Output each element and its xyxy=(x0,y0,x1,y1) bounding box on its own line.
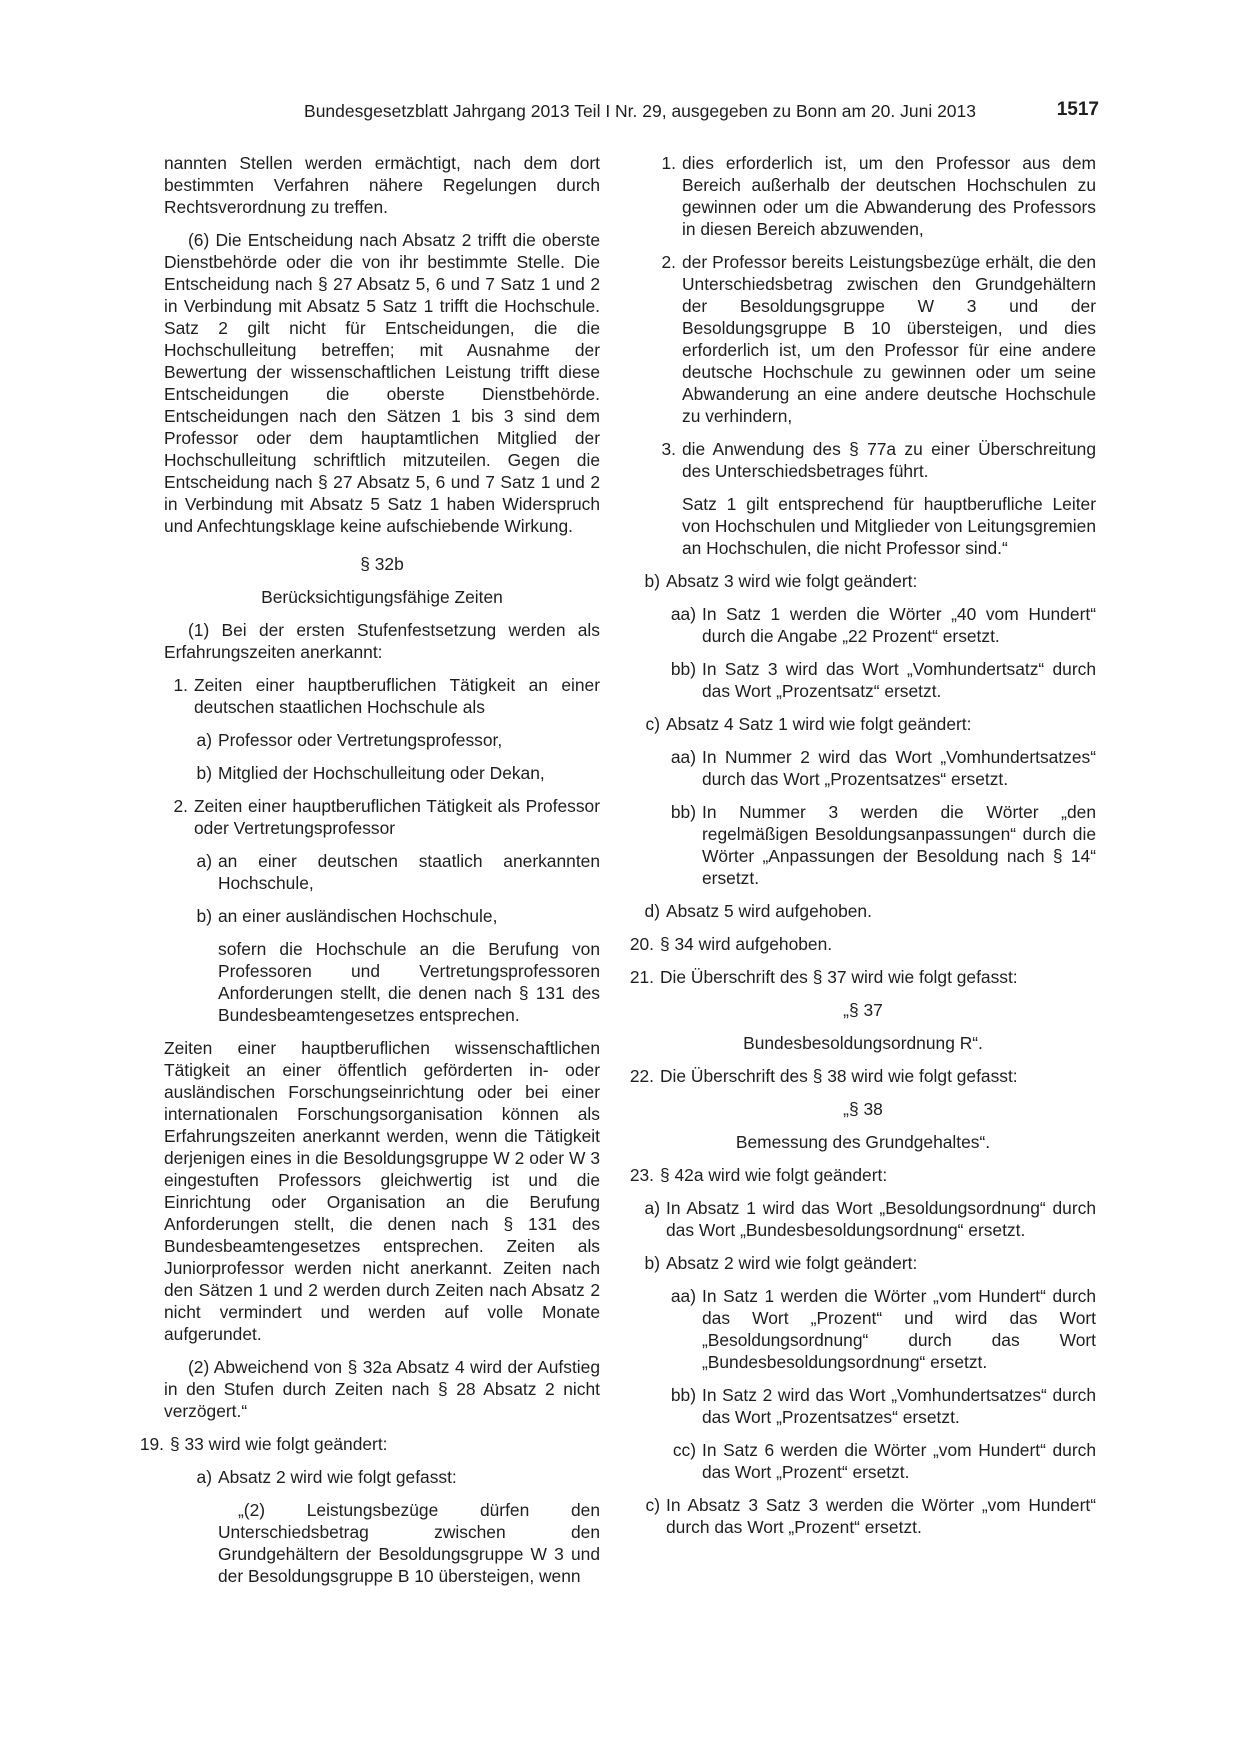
list-number: 1. xyxy=(173,675,188,695)
list-item xyxy=(628,1164,1096,1186)
list-number: 20. xyxy=(629,934,654,954)
list-number: d) xyxy=(644,901,660,921)
list-number: cc) xyxy=(672,1440,696,1460)
quote-paragraph: „(2) Leistungsbezüge dürfen den Unterschiedsbetrag zwischen den Grundgehältern der Besoldungsgruppe W 3 und der Besoldungsgruppe B 10 übersteigen, wenn xyxy=(218,1500,600,1586)
list-number: b) xyxy=(644,1253,660,1273)
list-item xyxy=(634,570,1096,592)
list-text: In Satz 2 wird das Wort „Vomhundertsatzes“ durch das Wort „Prozentsatzes“ ersetzt. xyxy=(702,1385,1096,1427)
list-text: Absatz 4 Satz 1 wird wie folgt geändert: xyxy=(666,714,972,734)
list-text: In Absatz 1 wird das Wort „Besoldungsordnung“ durch das Wort „Bundesbesoldungsordnung“ ersetzt. xyxy=(666,1198,1096,1240)
list-item xyxy=(666,1384,1096,1428)
list-number: 19. xyxy=(139,1434,164,1454)
paragraph: sofern die Hochschule an die Berufung von Professoren und Vertretungsprofessoren Anforderungen stellt, die denen nach § 131 des Bundesbeamtengesetzes entsprechen. xyxy=(218,939,600,1025)
list-number: c) xyxy=(645,714,660,734)
section-subtitle: Bemessung des Grundgehaltes“. xyxy=(735,1132,991,1152)
header-title: Bundesgesetzblatt Jahrgang 2013 Teil I Nr. 29, ausgegeben zu Bonn am 20. Juni 2013 xyxy=(304,101,976,121)
list-item xyxy=(136,1433,600,1455)
paragraph: nannten Stellen werden ermächtigt, nach dem dort bestimmten Verfahren nähere Regelungen durch Rechtsverordnung zu treffen. xyxy=(164,153,600,217)
list-text: In Nummer 3 werden die Wörter „den regelmäßigen Besoldungsanpassungen“ durch die Wörter „Anpassungen der Besoldung nach § 14“ ersetzt. xyxy=(702,802,1096,888)
list-item xyxy=(628,933,1096,955)
list-item xyxy=(164,795,600,839)
list-item xyxy=(188,1466,600,1488)
right-column xyxy=(630,152,1096,1549)
page-number: 1517 xyxy=(1056,99,1099,120)
section-subtitle: Berücksichtigungsfähige Zeiten xyxy=(261,587,503,607)
list-item xyxy=(164,674,600,718)
list-text: Zeiten einer hauptberuflichen Tätigkeit an einer deutschen staatlichen Hochschule als xyxy=(194,675,600,717)
list-number: a) xyxy=(644,1198,660,1218)
paragraph: (2) Abweichend von § 32a Absatz 4 wird der Aufstieg in den Stufen durch Zeiten nach § 28 Absatz 2 nicht verzögert.“ xyxy=(164,1357,600,1421)
list-number: 3. xyxy=(661,439,676,459)
list-item xyxy=(188,762,600,784)
list-number: a) xyxy=(196,730,212,750)
list-text: In Satz 6 werden die Wörter „vom Hundert“ durch das Wort „Prozent“ ersetzt. xyxy=(702,1440,1096,1482)
list-text: § 33 wird wie folgt geändert: xyxy=(170,1434,388,1454)
section-title: § 32b xyxy=(360,554,404,574)
page-header xyxy=(0,0,1241,130)
list-item xyxy=(666,801,1096,889)
list-item xyxy=(638,438,1096,482)
list-number: aa) xyxy=(670,747,696,767)
list-number: 21. xyxy=(629,967,654,987)
list-item xyxy=(638,152,1096,240)
paragraph: (6) Die Entscheidung nach Absatz 2 trifft die oberste Dienstbehörde oder die von ihr bestimmte Stelle. Die Entscheidung nach § 27 Absatz 5, 6 und 7 Satz 1 und 2 in Verbindung mit Absatz 5 Satz 1 trifft die Hochschule. Satz 2 gilt nicht für Entscheidungen, die die Hochschulleitung betreffen; mit Ausnahme der Bewertung der wissenschaftlichen Leistung trifft diese Entscheidungen die oberste Dienstbehörde. Entscheidungen nach den Sätzen 1 bis 3 sind dem Professor oder dem hauptamtlichen Mitglied der Hochschulleitung schriftlich mitzuteilen. Gegen die Entscheidung nach § 27 Absatz 5, 6 und 7 Satz 1 und 2 in Verbindung mit Absatz 5 Satz 1 haben Widerspruch und Anfechtungsklage keine aufschiebende Wirkung. xyxy=(164,230,600,536)
list-text: dies erforderlich ist, um den Professor aus dem Bereich außerhalb der deutschen Hochschulen zu gewinnen oder um die Abwanderung des Professors in diesen Bereich abzuwenden, xyxy=(682,153,1096,239)
list-number: b) xyxy=(196,906,212,926)
list-number: b) xyxy=(196,763,212,783)
section-title: „§ 38 xyxy=(843,1099,883,1119)
list-number: aa) xyxy=(670,604,696,624)
list-number: 1. xyxy=(661,153,676,173)
list-number: aa) xyxy=(670,1286,696,1306)
list-item xyxy=(666,603,1096,647)
list-item xyxy=(634,1197,1096,1241)
list-text: § 42a wird wie folgt geändert: xyxy=(660,1165,888,1185)
list-text: Die Überschrift des § 37 wird wie folgt gefasst: xyxy=(660,967,1018,987)
list-item xyxy=(638,251,1096,427)
list-number: 2. xyxy=(173,796,188,816)
list-number: a) xyxy=(196,1467,212,1487)
list-number: a) xyxy=(196,851,212,871)
list-item xyxy=(628,1065,1096,1087)
list-text: Die Überschrift des § 38 wird wie folgt gefasst: xyxy=(660,1066,1018,1086)
list-number: b) xyxy=(644,571,660,591)
list-item xyxy=(634,900,1096,922)
list-text: In Nummer 2 wird das Wort „Vomhundertsatzes“ durch das Wort „Prozentsatzes“ ersetzt. xyxy=(702,747,1096,789)
list-number: c) xyxy=(645,1495,660,1515)
paragraph: Satz 1 gilt entsprechend für hauptberufliche Leiter von Hochschulen und Mitglieder von Leitungsgremien an Hochschulen, die nicht Professor sind.“ xyxy=(682,494,1096,558)
list-number: 22. xyxy=(629,1066,654,1086)
list-item xyxy=(666,746,1096,790)
section-title: „§ 37 xyxy=(843,1000,883,1020)
list-text: Mitglied der Hochschulleitung oder Dekan, xyxy=(218,763,545,783)
list-number: bb) xyxy=(670,659,696,679)
list-text: § 34 wird aufgehoben. xyxy=(660,934,833,954)
list-text: Absatz 2 wird wie folgt geändert: xyxy=(666,1253,918,1273)
list-text: an einer ausländischen Hochschule, xyxy=(218,906,498,926)
list-text: In Satz 3 wird das Wort „Vomhundertsatz“ durch das Wort „Prozentsatz“ ersetzt. xyxy=(702,659,1096,701)
list-number: bb) xyxy=(670,802,696,822)
list-text: an einer deutschen staatlich anerkannten Hochschule, xyxy=(218,851,600,893)
paragraph: (1) Bei der ersten Stufenfestsetzung werden als Erfahrungszeiten anerkannt: xyxy=(164,620,600,662)
list-text: In Satz 1 werden die Wörter „40 vom Hundert“ durch die Angabe „22 Prozent“ ersetzt. xyxy=(702,604,1096,646)
list-item xyxy=(634,713,1096,735)
list-text: Absatz 5 wird aufgehoben. xyxy=(666,901,872,921)
list-text: Professor oder Vertretungsprofessor, xyxy=(218,730,503,750)
list-text: der Professor bereits Leistungsbezüge erhält, die den Unterschiedsbetrag zwischen den Grundgehältern der Besoldungsgruppe W 3 und der Besoldungsgruppe B 10 übersteigen, und dies erforderlich ist, um den Professor für eine andere deutsche Hochschule zu gewinnen oder um seine Abwanderung an eine andere deutsche Hochschule zu verhindern, xyxy=(682,252,1096,426)
list-item xyxy=(666,1439,1096,1483)
list-item xyxy=(666,658,1096,702)
list-item xyxy=(634,1494,1096,1538)
list-item xyxy=(666,1285,1096,1373)
list-number: bb) xyxy=(670,1385,696,1405)
left-column xyxy=(139,152,600,1598)
list-text: Absatz 3 wird wie folgt geändert: xyxy=(666,571,918,591)
list-text: Absatz 2 wird wie folgt gefasst: xyxy=(218,1467,457,1487)
list-text: In Absatz 3 Satz 3 werden die Wörter „vom Hundert“ durch das Wort „Prozent“ ersetzt. xyxy=(666,1495,1096,1537)
section-subtitle: Bundesbesoldungsordnung R“. xyxy=(743,1033,983,1053)
list-text: die Anwendung des § 77a zu einer Überschreitung des Unterschiedsbetrages führt. xyxy=(682,439,1096,481)
list-text: Zeiten einer hauptberuflichen Tätigkeit als Professor oder Vertretungsprofessor xyxy=(194,796,600,838)
list-number: 23. xyxy=(629,1165,654,1185)
list-number: 2. xyxy=(661,252,676,272)
list-item xyxy=(628,966,1096,988)
list-item xyxy=(188,905,600,927)
list-text: In Satz 1 werden die Wörter „vom Hundert“ durch das Wort „Prozent“ und wird das Wort „Besoldungsordnung“ durch das Wort „Bundesbesoldungsordnung“ ersetzt. xyxy=(702,1286,1096,1372)
list-item xyxy=(188,729,600,751)
list-item xyxy=(188,850,600,894)
paragraph: Zeiten einer hauptberuflichen wissenschaftlichen Tätigkeit an einer öffentlich geförderten in- oder ausländischen Forschungseinrichtung oder bei einer internationalen Forschungsorganisation können als Erfahrungszeiten anerkannt werden, wenn die Tätigkeit derjenigen eines in die Besoldungsgruppe W 2 oder W 3 eingestuften Professors gleichwertig ist und die Einrichtung oder Organisation an die Berufung Anforderungen stellt, die denen nach § 131 des Bundesbeamtengesetzes entsprechen. Zeiten als Juniorprofessor werden nicht anerkannt. Zeiten nach den Sätzen 1 und 2 werden durch Zeiten nach Absatz 2 nicht vermindert und werden auf volle Monate aufgerundet. xyxy=(164,1038,600,1344)
list-item xyxy=(634,1252,1096,1274)
